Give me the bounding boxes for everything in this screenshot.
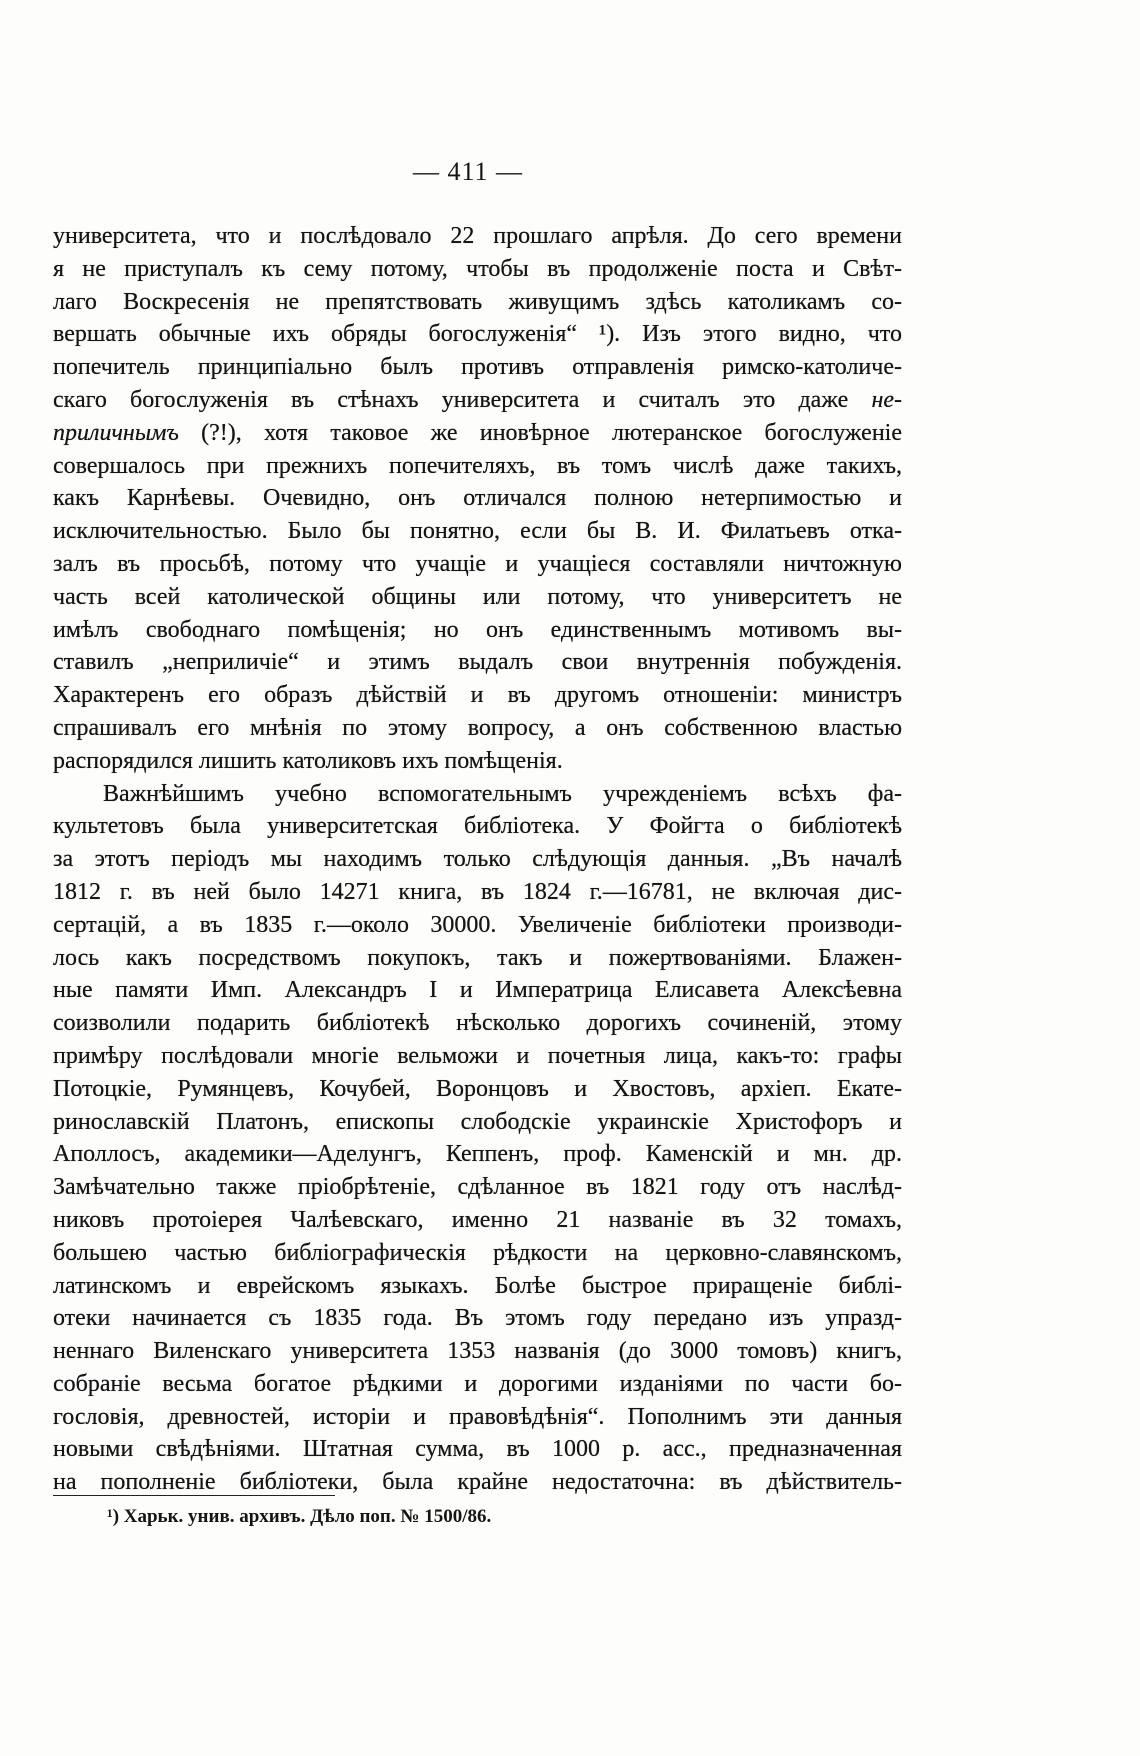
line-text: сертацій, а въ 1835 г.—около 30000. Увеличеніе библіотеки производи- xyxy=(53,911,902,938)
text-line xyxy=(53,646,902,679)
line-text: новыми свѣдѣніями. Штатная сумма, въ 1000 р. асс., предназначенная xyxy=(53,1436,902,1463)
line-text: ринославскій Платонъ, епископы слободскіе украинскіе Христофоръ и xyxy=(53,1108,902,1135)
line-text: Аполлосъ, академики—Аделунгъ, Кеппенъ, проф. Каменскій и мн. др. xyxy=(53,1141,902,1168)
text-line xyxy=(53,1171,902,1204)
line-text: ные памяти Имп. Александръ I и Императрица Елисавета Алексѣевна xyxy=(53,977,902,1004)
line-text: латинскомъ и еврейскомъ языкахъ. Болѣе быстрое приращеніе библі- xyxy=(53,1272,902,1299)
line-text: распорядился лишить католиковъ ихъ помѣщенія. xyxy=(53,747,563,774)
line-text: лаго Воскресенія не препятствовать живущимъ здѣсь католикамъ со- xyxy=(53,288,902,315)
line-text: ставилъ „неприличіе“ и этимъ выдалъ свои внутреннія побужденія. xyxy=(53,649,902,676)
line-text: примѣру послѣдовали многіе вельможи и почетныя лица, какъ-то: графы xyxy=(53,1042,902,1069)
text-line xyxy=(53,1433,902,1466)
text-line xyxy=(53,778,902,811)
emphasized-text: приличнымъ xyxy=(53,419,179,446)
text-line xyxy=(53,1040,902,1073)
text-line xyxy=(53,614,902,647)
paragraph xyxy=(53,778,902,1500)
line-text: неннаго Виленскаго университета 1353 названія (до 3000 томовъ) книгъ, xyxy=(53,1338,902,1365)
text-line xyxy=(53,253,902,286)
text-line xyxy=(53,679,902,712)
text-line xyxy=(53,581,902,614)
text-line xyxy=(53,843,902,876)
text-line xyxy=(53,1007,902,1040)
body-text xyxy=(53,220,902,1499)
text-line xyxy=(53,810,902,843)
line-text: какъ Карнѣевы. Очевидно, онъ отличался полною нетерпимостью и xyxy=(53,485,902,512)
text-line xyxy=(53,876,902,909)
text-line xyxy=(53,1401,902,1434)
text-line xyxy=(53,450,902,483)
text-line xyxy=(53,1237,902,1270)
line-text: собраніе весьма богатое рѣдкими и дорогими изданіями по части бо- xyxy=(53,1370,902,1397)
line-text: спрашивалъ его мнѣнія по этому вопросу, а онъ собственною властью xyxy=(53,714,902,741)
line-text: попечитель принципіально былъ противъ отправленія римско-католиче- xyxy=(53,354,902,381)
line-text: большею частью библіографическія рѣдкости на церковно-славянскомъ, xyxy=(53,1239,902,1266)
line-text: соизволили подарить библіотекѣ нѣсколько дорогихъ сочиненій, этому xyxy=(53,1010,902,1037)
line-text: на пополненіе библіотеки, была крайне недостаточна: въ дѣйствитель- xyxy=(53,1469,902,1496)
line-text: часть всей католической общины или потому, что университетъ не xyxy=(53,583,902,610)
line-text: за этотъ періодъ мы находимъ только слѣдующія данныя. „Въ началѣ xyxy=(53,846,902,873)
text-line xyxy=(53,384,902,417)
line-text: Замѣчательно также пріобрѣтеніе, сдѣланное въ 1821 году отъ наслѣд- xyxy=(53,1174,902,1201)
plain-text: (?!), хотя таковое же иновѣрное лютеранское богослуженіе xyxy=(178,419,902,446)
text-line xyxy=(53,286,902,319)
text-line xyxy=(53,515,902,548)
line-text: Важнѣйшимъ учебно вспомогательнымъ учрежденіемъ всѣхъ фа- xyxy=(103,780,902,807)
text-line xyxy=(53,1335,902,1368)
line-text xyxy=(53,417,902,450)
line-text: совершалось при прежнихъ попечителяхъ, въ томъ числѣ даже такихъ, xyxy=(53,452,902,479)
text-line xyxy=(53,712,902,745)
line-text: культетовъ была университетская библіотека. У Фойгта о библіотекѣ xyxy=(53,813,902,840)
plain-text: скаго богослуженія въ стѣнахъ университета и считалъ это даже xyxy=(53,386,872,413)
line-text: исключительностью. Было бы понятно, если бы В. И. Филатьевъ отка- xyxy=(53,518,902,545)
line-text: вершать обычные ихъ обряды богослуженія“ ¹). Изъ этого видно, что xyxy=(53,321,902,348)
text-line xyxy=(53,942,902,975)
page-number: — 411 — xyxy=(412,157,524,186)
text-line xyxy=(53,417,902,450)
line-text: лось какъ посредствомъ покупокъ, такъ и пожертвованіями. Блажен- xyxy=(53,944,902,971)
line-text: 1812 г. въ ней было 14271 книга, въ 1824 г.—16781, не включая дис- xyxy=(53,878,902,905)
text-line xyxy=(53,548,902,581)
line-text: отеки начинается съ 1835 года. Въ этомъ году передано изъ упразд- xyxy=(53,1305,902,1332)
text-line xyxy=(53,318,902,351)
line-text: никовъ протоіерея Чалѣевскаго, именно 21 названіе въ 32 томахъ, xyxy=(53,1206,902,1233)
line-text: Потоцкіе, Румянцевъ, Кочубей, Воронцовъ и Хвостовъ, архіеп. Екате- xyxy=(53,1075,902,1102)
line-text: залъ въ просьбѣ, потому что учащіе и учащіеся составляли ничтожную xyxy=(53,550,902,577)
text-line xyxy=(53,745,902,778)
line-text: университета, что и послѣдовало 22 прошлаго апрѣля. До сего времени xyxy=(53,223,902,249)
text-line xyxy=(53,1073,902,1106)
text-line xyxy=(53,1138,902,1171)
text-line xyxy=(53,220,902,253)
paragraph xyxy=(53,220,902,778)
line-text: имѣлъ свободнаго помѣщенія; но онъ единственнымъ мотивомъ вы- xyxy=(53,616,902,643)
text-line xyxy=(53,1302,902,1335)
text-line xyxy=(53,1270,902,1303)
line-text: Характеренъ его образъ дѣйствій и въ другомъ отношеніи: министръ xyxy=(53,682,902,709)
line-text xyxy=(53,384,902,417)
emphasized-text: не- xyxy=(871,386,902,413)
text-line xyxy=(53,1204,902,1237)
line-text: гословія, древностей, исторіи и правовѣдѣнія“. Пополнимъ эти данныя xyxy=(53,1403,902,1430)
footnote: ¹) Харьк. унив. архивъ. Дѣло поп. № 1500/86. xyxy=(107,1506,492,1527)
text-line xyxy=(53,1368,902,1401)
line-text: я не приступалъ къ сему потому, чтобы въ продолженіе поста и Свѣт- xyxy=(53,255,902,282)
text-line xyxy=(53,909,902,942)
text-line xyxy=(53,974,902,1007)
text-line xyxy=(53,482,902,515)
text-line xyxy=(53,351,902,384)
footnote-divider xyxy=(53,1495,335,1496)
text-line xyxy=(53,1106,902,1139)
